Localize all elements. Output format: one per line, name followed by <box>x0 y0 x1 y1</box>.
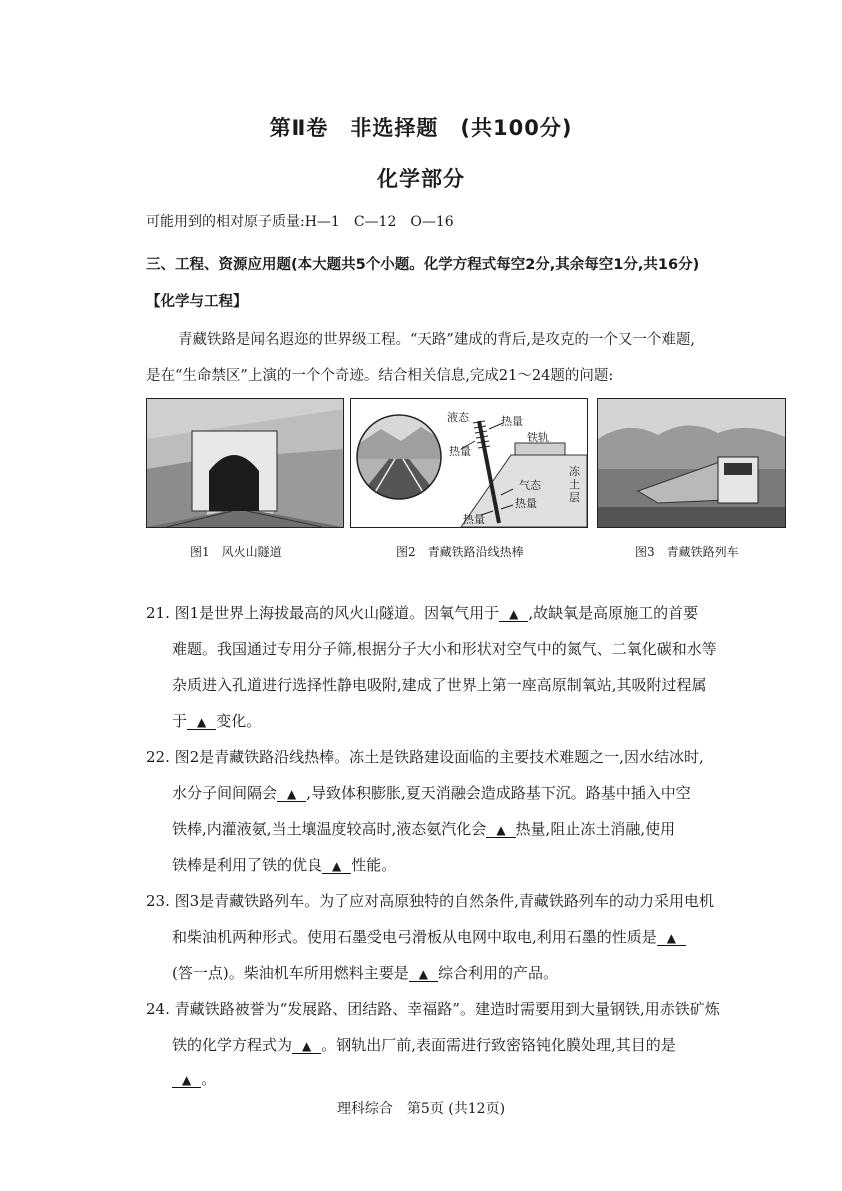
figure-3-train-image <box>597 398 786 528</box>
label-gas: 气态 <box>519 479 541 492</box>
q21-line-3: 杂质进入孔道进行选择性静电吸附,建成了世界上第一座高原制氧站,其吸附过程属 <box>172 676 707 694</box>
q24-line-3: ▲ 。 <box>172 1072 216 1088</box>
atomic-mass-line: 可能用到的相对原子质量:H—1 C—12 O—16 <box>146 214 454 230</box>
answer-blank[interactable]: ▲ <box>499 606 528 622</box>
label-heat-bottom: 热量 <box>463 513 485 526</box>
q22-line-4: 铁棒是利用了铁的优良 ▲ 性能。 <box>172 856 397 874</box>
q21-line-2: 难题。我国通过专用分子筛,根据分子大小和形状对空气中的氮气、二氧化碳和水等 <box>172 640 717 658</box>
answer-blank[interactable]: ▲ <box>277 786 306 802</box>
answer-blank[interactable]: ▲ <box>486 822 515 838</box>
page-footer: 理科综合 第5页 (共12页) <box>336 1101 506 1117</box>
q22-line-1: 22. 图2是青藏铁路沿线热棒。冻土是铁路建设面临的主要技术难题之一,因水结冰时, <box>146 748 704 766</box>
q21-line-4: 于 ▲ 变化。 <box>172 712 262 730</box>
section-title: 第Ⅱ卷 非选择题 (共100分) <box>269 116 573 140</box>
figure-3-caption: 图3 青藏铁路列车 <box>635 545 739 559</box>
answer-blank[interactable]: ▲ <box>409 966 438 982</box>
label-heat-left: 热量 <box>449 445 471 458</box>
q23-line-3: (答一点)。柴油机车所用燃料主要是 ▲ 综合利用的产品。 <box>172 964 558 982</box>
answer-blank[interactable]: ▲ <box>292 1038 321 1054</box>
answer-blank[interactable]: ▲ <box>172 1072 201 1088</box>
intro-line-1: 青藏铁路是闻名遐迩的世界级工程。“天路”建成的背后,是攻克的一个又一个难题, <box>178 332 696 348</box>
answer-blank[interactable]: ▲ <box>657 930 686 946</box>
figure-2-caption: 图2 青藏铁路沿线热棒 <box>396 545 524 559</box>
q22-line-3: 铁棒,内灌液氨,当土壤温度较高时,液态氨汽化会 ▲ 热量,阻止冻土消融,使用 <box>172 820 676 838</box>
figure-2-heat-rod-diagram <box>350 398 588 528</box>
figure-1-caption: 图1 风火山隧道 <box>190 545 282 559</box>
label-heat-mid: 热量 <box>515 497 537 510</box>
q24-line-1: 24. 青藏铁路被誉为“发展路、团结路、幸福路”。建造时需要用到大量钢铁,用赤铁矿炼 <box>146 1000 720 1018</box>
label-permafrost: 冻土层 <box>569 465 580 505</box>
label-heat-top: 热量 <box>501 415 523 428</box>
section-heading: 三、工程、资源应用题(本大题共5个小题。化学方程式每空2分,其余每空1分,共16分) <box>146 257 700 273</box>
figure-1-tunnel-image <box>146 398 344 528</box>
topic-heading: 【化学与工程】 <box>146 294 248 310</box>
q23-line-1: 23. 图3是青藏铁路列车。为了应对高原独特的自然条件,青藏铁路列车的动力采用电机 <box>146 892 714 910</box>
q23-line-2: 和柴油机两种形式。使用石墨受电弓滑板从电网中取电,利用石墨的性质是 ▲ <box>172 930 686 946</box>
figure-row <box>146 398 786 528</box>
intro-line-2: 是在“生命禁区”上演的一个个奇迹。结合相关信息,完成21～24题的问题: <box>146 368 614 384</box>
label-liquid: 液态 <box>447 411 469 424</box>
subject-title: 化学部分 <box>377 167 465 191</box>
q22-line-2: 水分子间间隔会 ▲ ,导致体积膨胀,夏天消融会造成路基下沉。路基中插入中空 <box>172 784 691 802</box>
q24-line-2: 铁的化学方程式为 ▲ 。钢轨出厂前,表面需进行致密铬钝化膜处理,其目的是 <box>172 1036 676 1054</box>
answer-blank[interactable]: ▲ <box>322 858 351 874</box>
label-rail: 铁轨 <box>527 431 549 444</box>
q21-line-1: 21. 图1是世界上海拔最高的风火山隧道。因氧气用于 ▲ ,故缺氧是高原施工的首要 <box>146 604 699 622</box>
answer-blank[interactable]: ▲ <box>187 714 216 730</box>
